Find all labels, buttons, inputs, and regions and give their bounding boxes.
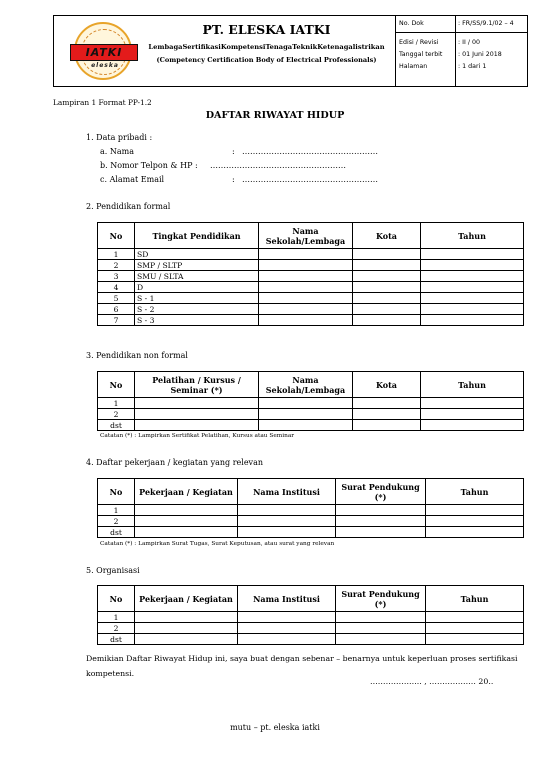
table-row: 4 D: [98, 282, 524, 293]
issue-date-value: : 01 Juni 2018: [458, 51, 502, 58]
column-header: Pekerjaan / Kegiatan: [135, 586, 238, 612]
column-header: Tahun: [421, 223, 524, 249]
table-row: 2: [98, 516, 524, 527]
formal-education-table: [97, 222, 524, 326]
field-dots-name: ……………………………………………: [242, 147, 378, 156]
company-subtitle-en: (Competency Certification Body of Electrical Professionals): [156, 56, 377, 64]
column-header: Tahun: [421, 372, 524, 398]
company-name: PT. ELESKA IATKI: [202, 22, 331, 37]
section-heading: 1. Data pribadi :: [86, 133, 153, 142]
field-label-phone: b. Nomor Telpon & HP :: [100, 161, 198, 170]
column-header: Kota: [353, 372, 421, 398]
non-formal-education-table: [97, 371, 524, 431]
company-logo: [74, 22, 132, 80]
column-header: Tingkat Pendidikan: [135, 223, 259, 249]
section-heading: 3. Pendidikan non formal: [86, 351, 188, 360]
table-row: 5 S - 1: [98, 293, 524, 304]
logo-subtext: eleska: [91, 62, 119, 69]
header-divider: [395, 16, 396, 86]
column-header: Nama Institusi: [238, 479, 336, 505]
field-label-name: a. Nama: [100, 147, 134, 156]
document-header: [53, 15, 528, 87]
field-dots-email: ……………………………………………: [242, 175, 378, 184]
column-header: Tahun: [426, 479, 524, 505]
attachment-label: Lampiran 1 Format PP-1.2: [53, 98, 152, 107]
column-header: Kota: [353, 223, 421, 249]
header-divider: [395, 32, 527, 33]
table-row: 6 S - 2: [98, 304, 524, 315]
column-header: Nama Sekolah/Lembaga: [259, 223, 353, 249]
column-header: No: [98, 586, 135, 612]
table-row: 7 S - 3: [98, 315, 524, 326]
field-colon: :: [232, 175, 235, 184]
column-header: No: [98, 479, 135, 505]
column-header: Nama Institusi: [238, 586, 336, 612]
table-row: 2 SMP / SLTP: [98, 260, 524, 271]
organization-table: [97, 585, 524, 645]
column-header: Tahun: [426, 586, 524, 612]
table-note: Catatan (*) : Lampirkan Sertifikat Pelatihan, Kursus atau Seminar: [100, 433, 295, 439]
table-row: dst: [98, 634, 524, 645]
table-row: 1: [98, 612, 524, 623]
page-title: DAFTAR RIWAYAT HIDUP: [205, 110, 345, 121]
table-row: 2: [98, 623, 524, 634]
field-dots-phone: ……………………………………………: [210, 161, 346, 170]
doc-number-label: No. Dok: [399, 20, 424, 27]
edition-label: Edisi / Revisi: [399, 39, 439, 46]
doc-number-value: : FR/SS/9.1/02 – 4: [458, 20, 514, 27]
issue-date-label: Tanggal terbit: [399, 51, 443, 58]
column-header: Surat Pendukung (*): [336, 479, 426, 505]
field-colon: :: [232, 147, 235, 156]
company-subtitle: LembagaSertifikasiKompetensiTenagaTeknikKetenagalistrikan: [148, 43, 385, 51]
column-header: Nama Sekolah/Lembaga: [259, 372, 353, 398]
table-row: 1 SD: [98, 249, 524, 260]
closing-statement: Demikian Daftar Riwayat Hidup ini, saya buat dengan sebenar – benarnya untuk keperluan proses sertifikasi kompetensi.: [86, 654, 518, 678]
logo-text: IATKI: [70, 44, 138, 61]
column-header: Pekerjaan / Kegiatan: [135, 479, 238, 505]
date-line: ……………….. , ……………… 20..: [370, 677, 494, 686]
table-note: Catatan (*) : Lampirkan Surat Tugas, Surat Keputusan, atau surat yang relevan: [100, 541, 335, 547]
table-row: 2: [98, 409, 524, 420]
column-header: Pelatihan / Kursus / Seminar (*): [135, 372, 259, 398]
column-header: No: [98, 223, 135, 249]
column-header: Surat Pendukung (*): [336, 586, 426, 612]
table-row: 3 SMU / SLTA: [98, 271, 524, 282]
table-row: dst: [98, 420, 524, 431]
column-header: No: [98, 372, 135, 398]
section-heading: 2. Pendidikan formal: [86, 202, 171, 211]
page-footer: mutu – pt. eleska iatki: [230, 723, 320, 732]
table-row: 1: [98, 398, 524, 409]
section-heading: 4. Daftar pekerjaan / kegiatan yang relevan: [86, 458, 263, 467]
edition-value: : II / 00: [458, 39, 480, 46]
page-value: : 1 dari 1: [458, 63, 487, 70]
page-label: Halaman: [399, 63, 428, 70]
work-experience-table: [97, 478, 524, 538]
header-divider: [455, 16, 456, 86]
section-heading: 5. Organisasi: [86, 566, 140, 575]
field-label-email: c. Alamat Email: [100, 175, 165, 184]
table-row: dst: [98, 527, 524, 538]
table-row: 1: [98, 505, 524, 516]
